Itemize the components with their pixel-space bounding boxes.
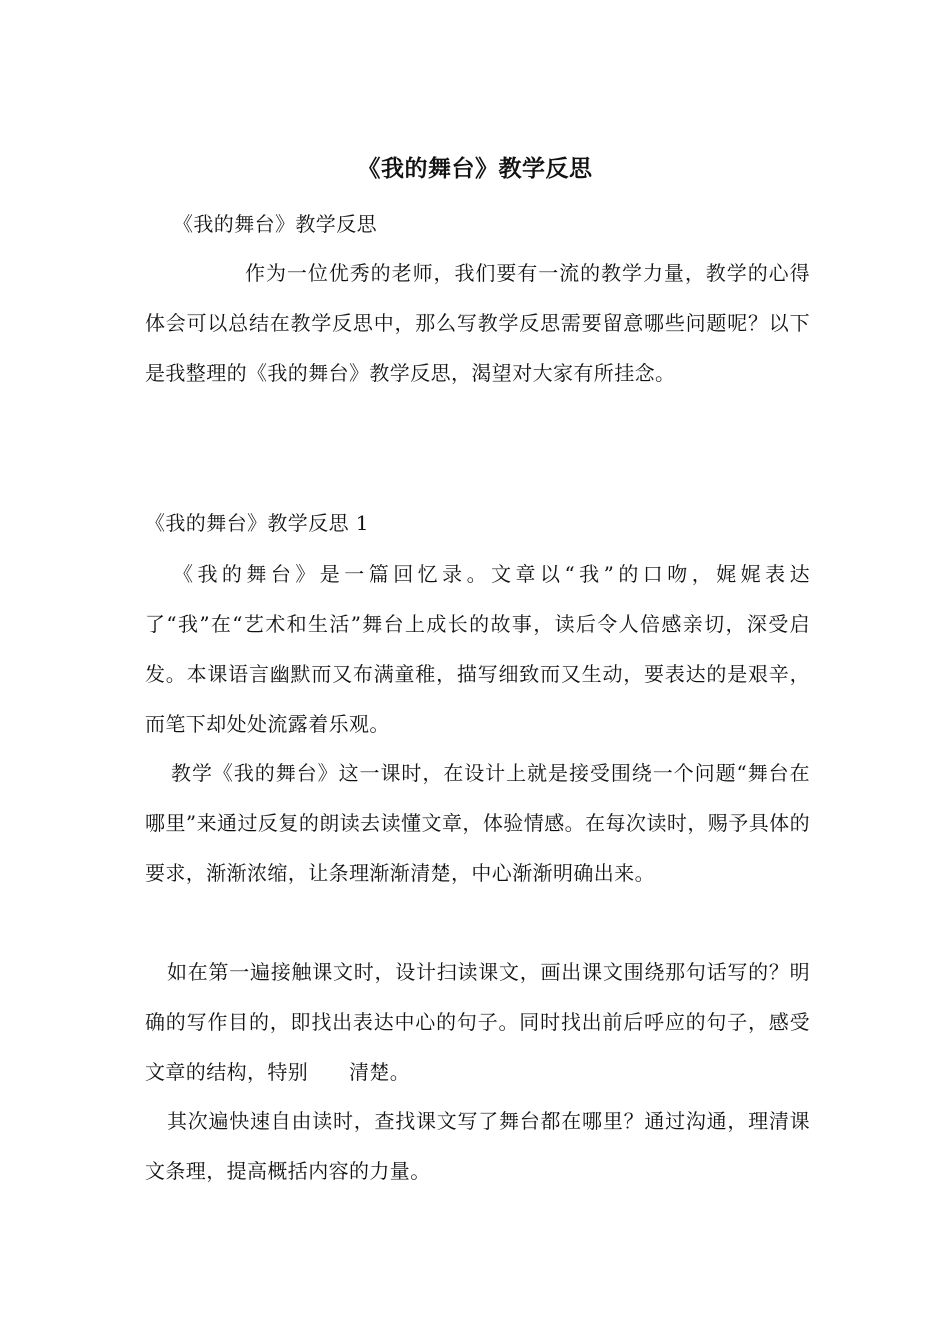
paragraph: 《我的舞台》是一篇回忆录。文章以“我”的口吻，娓娓表达了“我”在“艺术和生活”舞台上成长的故事，读后令人倍感亲切，深受启发。本课语言幽默而又布满童稚，描写细致而又生动，要表达的是艰辛，而笔下却处处流露着乐观。	[145, 562, 810, 736]
document-subtitle: 《我的舞台》教学反思	[173, 212, 377, 236]
section-heading: 《我的舞台》教学反思 1	[145, 511, 369, 535]
paragraph: 其次遍快速自由读时，查找课文写了舞台都在哪里？通过沟通，理清课文条理，提高概括内容的力量。	[145, 1109, 810, 1183]
intro-paragraph: 作为一位优秀的老师，我们要有一流的教学力量，教学的心得体会可以总结在教学反思中，那么写教学反思需要留意哪些问题呢？以下是我整理的《我的舞台》教学反思，渴望对大家有所挂念。	[145, 261, 810, 385]
paragraph: 如在第一遍接触课文时，设计扫读课文，画出课文围绕那句话写的？明确的写作目的，即找出表达中心的句子。同时找出前后呼应的句子，感受文章的结构，特别 清楚。	[145, 960, 810, 1084]
paragraph: 教学《我的舞台》这一课时，在设计上就是接受围绕一个问题“舞台在哪里”来通过反复的朗读去读懂文章，体验情感。在每次读时，赐予具体的要求，渐渐浓缩，让条理渐渐清楚，中心渐渐明确出来。	[145, 761, 810, 885]
document-title: 《我的舞台》教学反思	[357, 156, 593, 182]
